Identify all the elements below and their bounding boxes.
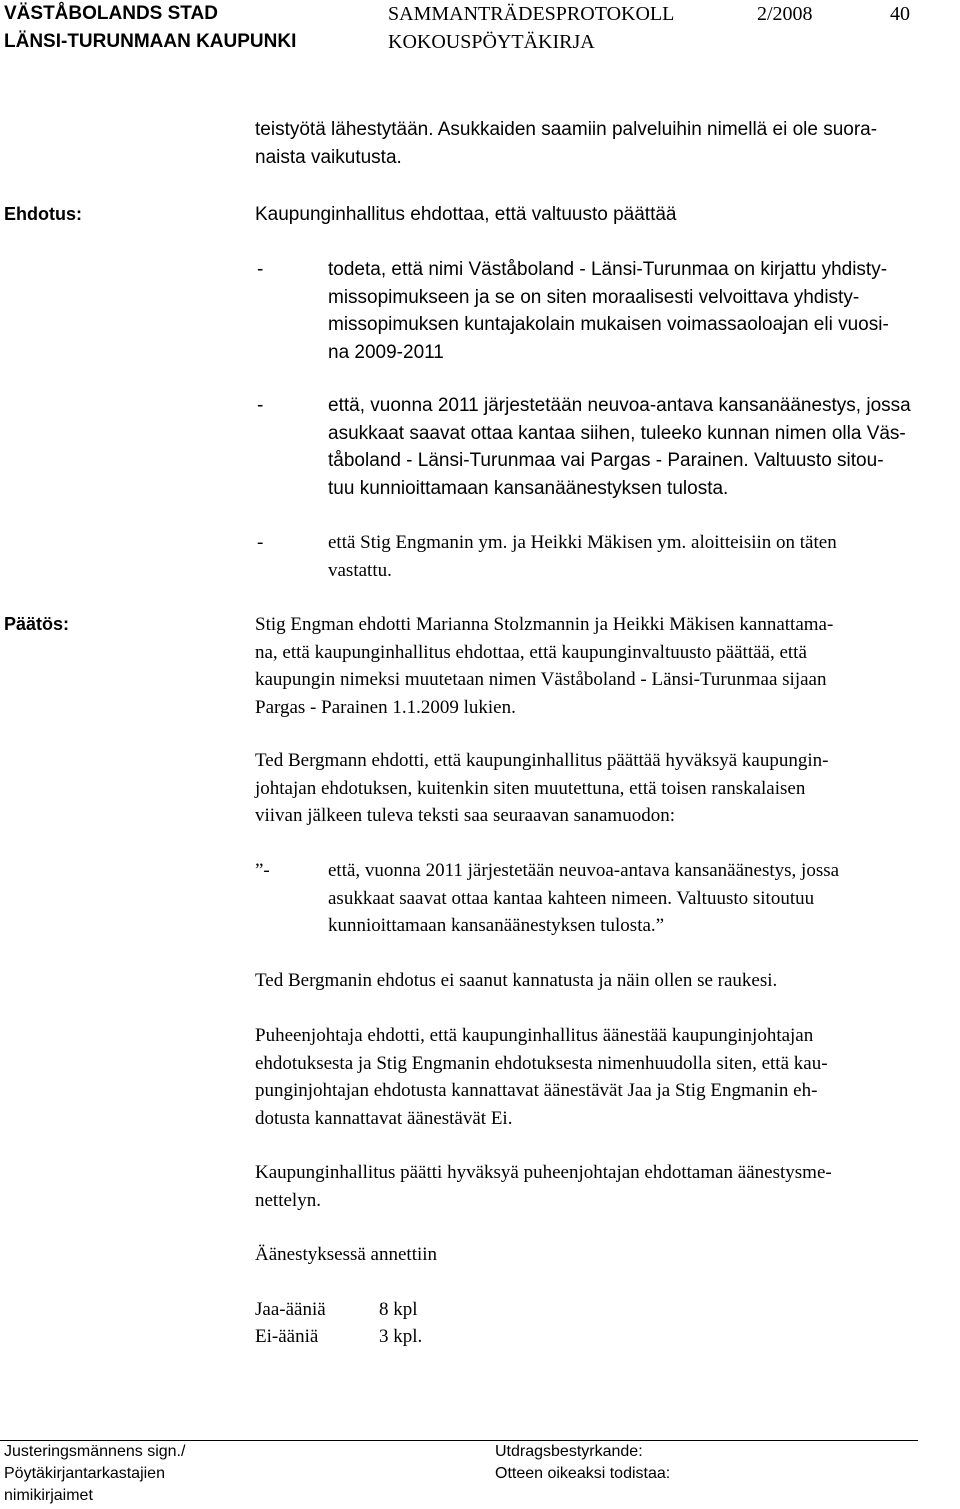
intro-paragraph <box>255 116 877 171</box>
footer-certification-label <box>495 1441 670 1485</box>
text-line: todeta, että nimi Väståboland - Länsi-Turunmaa on kirjattu yhdisty- <box>328 259 888 280</box>
footer-text-line: Justeringsmännens sign./ <box>4 1443 186 1460</box>
decision-paragraph <box>255 747 828 830</box>
text-line: naista vaikutusta. <box>255 146 402 168</box>
item-dash: - <box>257 395 264 416</box>
text-line: asukkaat saavat ottaa kantaa siihen, tuleeko kunnan nimen olla Väs- <box>328 422 906 444</box>
quote-text <box>328 857 839 940</box>
text-line: Pargas - Parainen 1.1.2009 lukien. <box>255 696 516 718</box>
text-line: että Stig Engmanin ym. ja Heikki Mäkisen ym. aloitteisiin on täten <box>328 532 837 553</box>
text-line: Stig Engman ehdotti Marianna Stolzmannin ja Heikki Mäkisen kannattama- <box>255 614 834 635</box>
proposal-lead: Kaupunginhallitus ehdottaa, että valtuusto päättää <box>255 204 677 225</box>
text-line: punginjohtajan ehdotusta kannattavat äänestävät Jaa ja Stig Engmanin eh- <box>255 1080 818 1101</box>
footer-text-line: Pöytäkirjantarkastajien <box>4 1465 165 1482</box>
footer-signatures-label <box>4 1441 185 1507</box>
text-line: Kaupunginhallitus päätti hyväksyä puheenjohtajan ehdottaman äänestysme- <box>255 1162 832 1183</box>
text-line: tåboland - Länsi-Turunmaa vai Pargas - Parainen. Valtuusto sitou- <box>328 450 884 471</box>
decision-paragraph <box>255 611 833 721</box>
decision-paragraph <box>255 1022 828 1132</box>
item-text <box>328 529 837 584</box>
text-line: viivan jälkeen tuleva teksti saa seuraavan sanamuodon: <box>255 805 675 826</box>
footer-text-line: Utdragsbestyrkande: <box>495 1443 643 1460</box>
quote-dash: ”- <box>255 860 270 881</box>
document-type-finnish: KOKOUSPÖYTÄKIRJA <box>388 31 595 53</box>
text-line: nettelyn. <box>255 1189 321 1211</box>
text-line: asukkaat saavat ottaa kantaa kahteen nimeen. Valtuusto sitoutuu <box>328 887 815 909</box>
vote-label: Ei-ääniä <box>255 1326 319 1347</box>
text-line: teistyötä lähestytään. Asukkaiden saamiin palveluihin nimellä ei ole suora- <box>255 119 878 140</box>
municipality-name-finnish: LÄNSI-TURUNMAAN KAUPUNKI <box>4 31 297 52</box>
item-dash: - <box>257 532 264 553</box>
item-dash: - <box>257 259 264 280</box>
text-line: kunnioittamaan kansanäänestyksen tulosta.” <box>328 915 665 936</box>
footer-text-line: nimikirjaimet <box>4 1487 93 1504</box>
text-line: dotusta kannattavat äänestävät Ei. <box>255 1107 513 1129</box>
footer-text-line: Otteen oikeaksi todistaa: <box>495 1465 671 1482</box>
document-type-swedish: SAMMANTRÄDESPROTOKOLL <box>388 3 675 25</box>
decision-paragraph <box>255 1159 832 1214</box>
vote-label: Jaa-ääniä <box>255 1299 326 1320</box>
vote-count: 3 kpl. <box>379 1326 423 1347</box>
text-line: missopimukseen ja se on siten moraalisesti velvoittava yhdisty- <box>328 286 860 308</box>
vote-count: 8 kpl <box>379 1299 418 1320</box>
page-number: 40 <box>890 3 910 25</box>
text-line: tuu kunnioittamaan kansanäänestyksen tulosta. <box>328 477 729 499</box>
text-line: na 2009-2011 <box>328 341 444 363</box>
text-line: johtajan ehdotuksen, kuitenkin siten muutettuna, että toisen ranskalaisen <box>255 777 806 799</box>
item-text <box>328 392 911 502</box>
text-line: Ted Bergmann ehdotti, että kaupunginhallitus päättää hyväksyä kaupungin- <box>255 750 829 771</box>
votes-intro: Äänestyksessä annettiin <box>255 1244 438 1265</box>
text-line: että, vuonna 2011 järjestetään neuvoa-antava kansanäänestys, jossa <box>328 860 840 881</box>
text-line: kaupungin nimeksi muutetaan nimen Väståboland - Länsi-Turunmaa sijaan <box>255 669 827 690</box>
proposal-label: Ehdotus: <box>4 204 82 224</box>
text-line: että, vuonna 2011 järjestetään neuvoa-antava kansanäänestys, jossa <box>328 395 911 416</box>
text-line: Puheenjohtaja ehdotti, että kaupunginhallitus äänestää kaupunginjohtajan <box>255 1025 814 1046</box>
item-text <box>328 256 889 366</box>
text-line: vastattu. <box>328 559 392 581</box>
decision-paragraph <box>255 967 777 995</box>
decision-label: Päätös: <box>4 614 70 634</box>
municipality-name-swedish: VÄSTÅBOLANDS STAD <box>4 3 218 24</box>
issue-number: 2/2008 <box>757 3 813 25</box>
text-line: ehdotuksesta ja Stig Engmanin ehdotuksesta nimenhuudolla siten, että kau- <box>255 1052 828 1074</box>
text-line: na, että kaupunginhallitus ehdottaa, että kaupunginvaltuusto päättää, että <box>255 641 807 663</box>
text-line: Ted Bergmanin ehdotus ei saanut kannatusta ja näin ollen se raukesi. <box>255 970 778 991</box>
text-line: missopimuksen kuntajakolain mukaisen voimassaoloajan eli vuosi- <box>328 314 889 335</box>
